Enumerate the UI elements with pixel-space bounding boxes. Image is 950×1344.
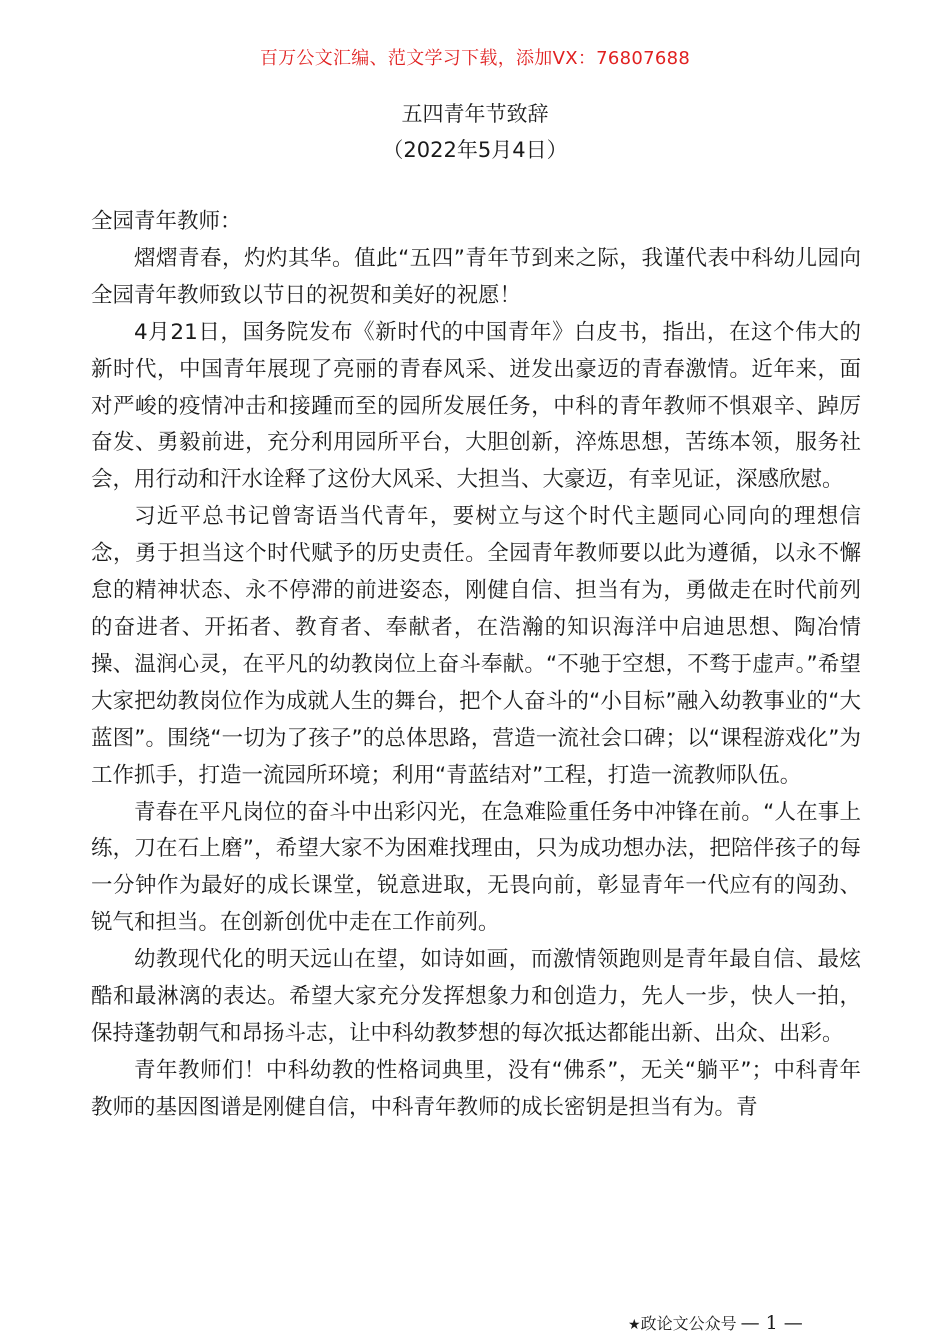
paragraph: 熠熠青春，灼灼其华。值此“五四”青年节到来之际，我谨代表中科幼儿园向全园青年教师致以节日的祝贺和美好的祝愿！ [91,245,861,308]
paragraph: 习近平总书记曾寄语当代青年，要树立与这个时代主题同心同向的理想信念，勇于担当这个时代赋予的历史责任。全园青年教师要以此为遵循，以永不懈怠的精神状态、永不停滞的前进姿态，刚健自信、担当有为，勇做走在时代前列的奋进者、开拓者、教育者、奉献者，在浩瀚的知识海洋中启迪思想、陶冶情操、温润心灵，在平凡的幼教岗位上奋斗奉献。“不驰于空想，不骛于虚声。”希望大家把幼教岗位作为成就人生的舞台，把个人奋斗的“小目标”融入幼教事业的“大蓝图”。围绕“一切为了孩子”的总体思路，营造一流社会口碑；以“课程游戏化”为工作抓手，打造一流园所环境；利用“青蓝结对”工程，打造一流教师队伍。 [91,504,861,788]
salutation: 全园青年教师： [91,209,242,234]
paragraph: 青春在平凡岗位的奋斗中出彩闪光，在急难险重任务中冲锋在前。“人在事上练，刀在石上磨”，希望大家不为困难找理由，只为成功想办法，把陪伴孩子的每一分钟作为最好的成长课堂，锐意进取，无畏向前，彰显青年一代应有的闯劲、锐气和担当。在创新创优中走在工作前列。 [91,799,861,936]
paragraph: 青年教师们！中科幼教的性格词典里，没有“佛系”，无关“躺平”；中科青年教师的基因图谱是刚健自信，中科青年教师的成长密钥是担当有为。青 [91,1057,861,1120]
paragraph: 幼教现代化的明天远山在望，如诗如画，而激情领跑则是青年最自信、最炫酷和最淋漓的表达。希望大家充分发挥想象力和创造力，先人一步，快人一拍，保持蓬勃朝气和昂扬斗志，让中科幼教梦想的每次抵达都能出新、出众、出彩。 [91,947,861,1046]
header-banner: 百万公文汇编、范文学习下载，添加VX：76807688 [259,48,691,69]
star-icon: ★ [628,1317,641,1333]
page-number: — 1 — [740,1312,803,1334]
footer-source: 政论文公众号 [640,1314,737,1333]
page-footer [628,1311,803,1337]
paragraph: 4月21日，国务院发布《新时代的中国青年》白皮书，指出，在这个伟大的新时代，中国青年展现了亮丽的青春风采、迸发出豪迈的青春激情。近年来，面对严峻的疫情冲击和接踵而至的园所发展任务，中科的青年教师不惧艰辛、踔厉奋发、勇毅前进，充分利用园所平台，大胆创新，淬炼思想，苦练本领，服务社会，用行动和汗水诠释了这份大风采、大担当、大豪迈，有幸见证，深感欣慰。 [91,319,861,493]
document-title: 五四青年节致辞 [401,102,549,126]
document-date: （2022年5月4日） [382,138,568,162]
document-body [91,204,861,1127]
